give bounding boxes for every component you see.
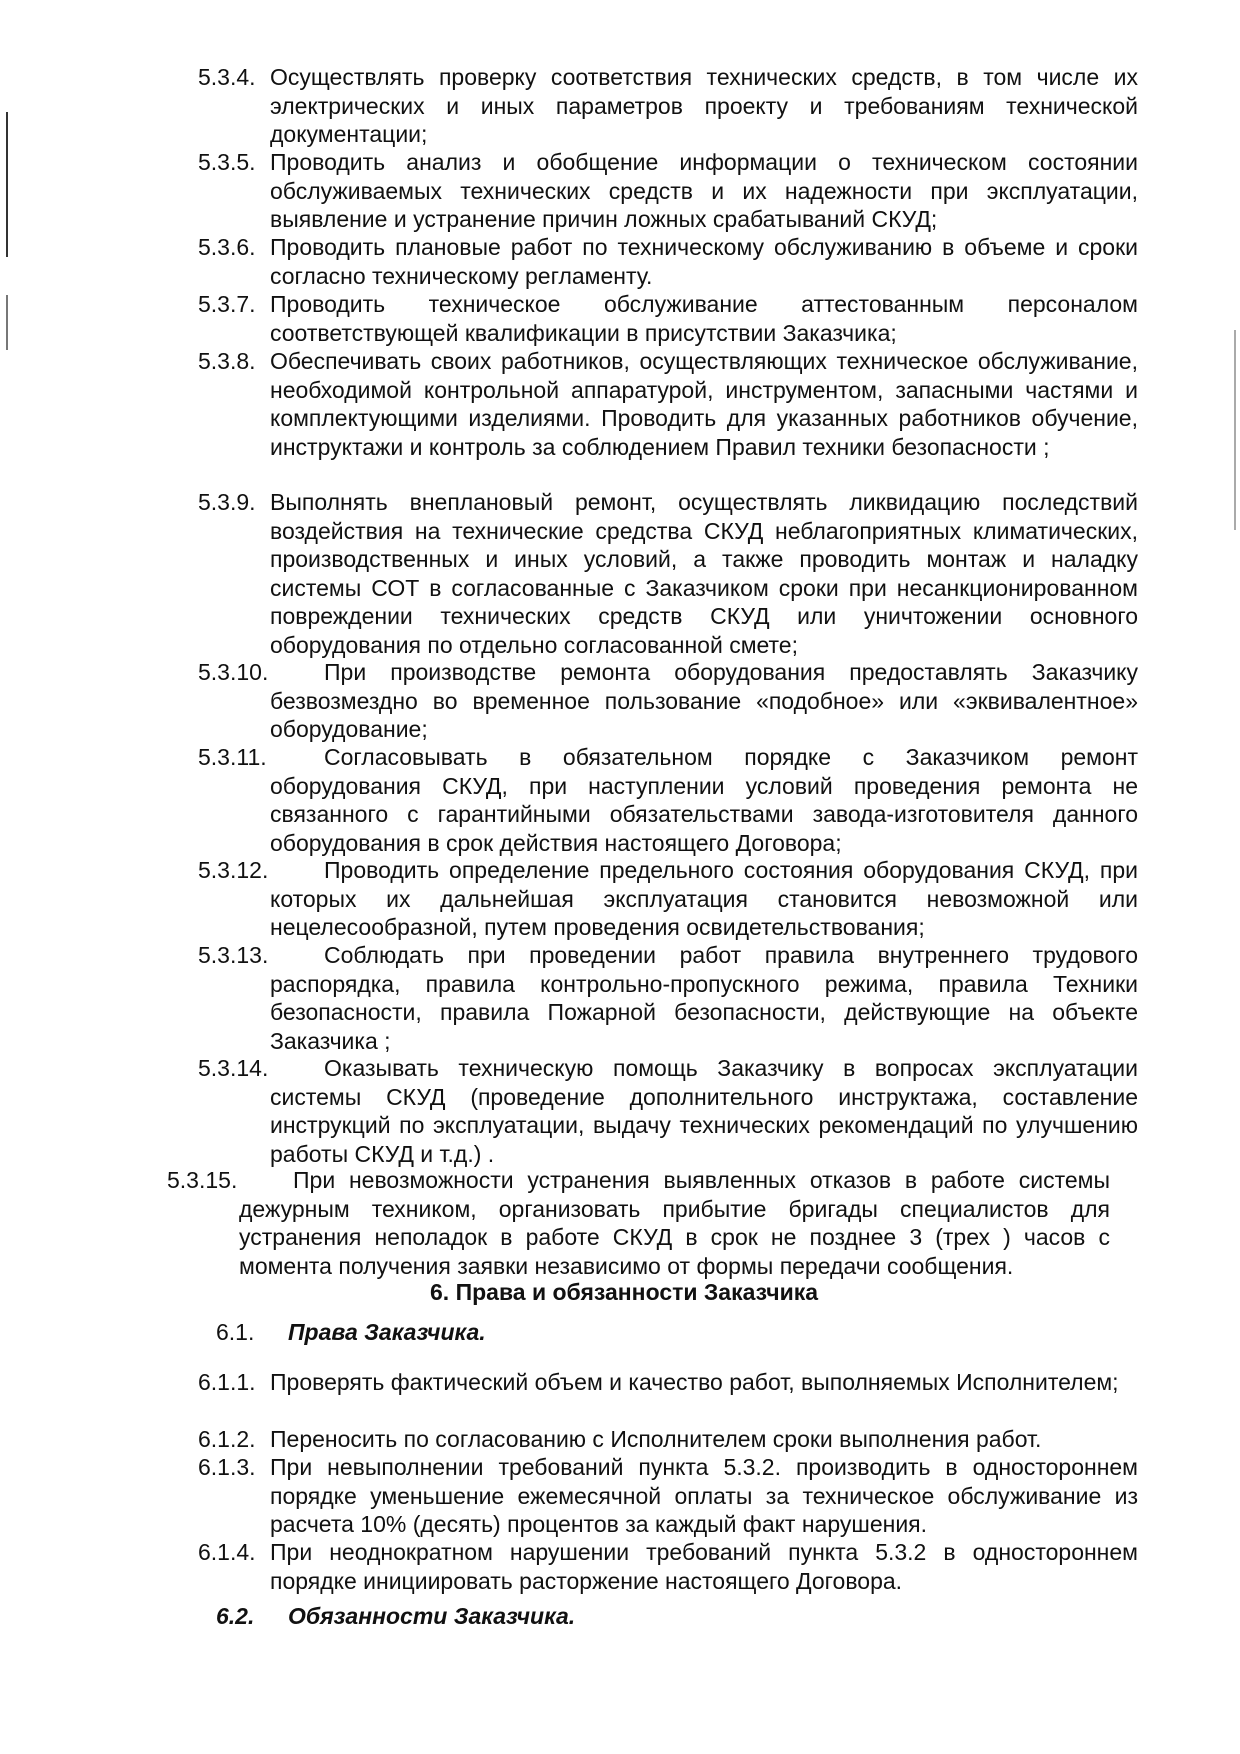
clause-text: Проводить плановые работ по техническому обслуживанию в объеме и сроки согласно техническому регламенту. bbox=[270, 234, 1138, 289]
clause-text: Оказывать техническую помощь Заказчику в вопросах эксплуатации системы СКУД (проведение дополнительного инструктажа, составление инструкций по эксплуатации, выдачу технических рекомендаций по улучшению работы СКУД и т.д.) . bbox=[270, 1055, 1138, 1167]
clause-text: Проводить определение предельного состояния оборудования СКУД, при которых их дальнейшая эксплуатация становится невозможной или нецелесообразной, путем проведения освидетельствования; bbox=[270, 857, 1138, 940]
clause-5-3-13 bbox=[198, 941, 1138, 1055]
clause-number: 6.1.3. bbox=[198, 1454, 256, 1480]
clause-number: 5.3.14. bbox=[198, 1055, 269, 1081]
section-6-heading: 6. Права и обязанности Заказчика bbox=[430, 1279, 819, 1305]
subsection-number: 6.2. bbox=[216, 1603, 255, 1629]
clause-5-3-11 bbox=[198, 743, 1138, 857]
clause-number: 6.1.2. bbox=[198, 1426, 256, 1452]
clause-text: Выполнять внеплановый ремонт, осуществлять ликвидацию последствий воздействия на технические средства СКУД неблагоприятных климатических, производственных и иных условий, а также проводить монтаж и наладку системы СОТ в согласованные с Заказчиком сроки при несанкционированном повреждении технических средств СКУД или уничтожении основного оборудования по отдельно согласованной смете; bbox=[270, 489, 1138, 658]
clause-text: Согласовывать в обязательном порядке с Заказчиком ремонт оборудования СКУД, при наступлении условий проведения ремонта не связанного с гарантийными обязательствами завода-изготовителя данного оборудования в срок действия настоящего Договора; bbox=[270, 744, 1138, 856]
subsection-title: Права Заказчика. bbox=[288, 1319, 486, 1345]
scan-mark-right bbox=[1234, 330, 1236, 530]
clause-5-3-15 bbox=[167, 1166, 1110, 1280]
clause-5-3-4 bbox=[198, 63, 1138, 149]
clause-number: 5.3.5. bbox=[198, 149, 256, 175]
scan-mark-left bbox=[6, 112, 8, 257]
clause-number: 5.3.13. bbox=[198, 942, 269, 968]
clause-5-3-12 bbox=[198, 856, 1138, 942]
clause-text: Проверять фактический объем и качество работ, выполняемых Исполнителем; bbox=[270, 1369, 1119, 1395]
subsection-6-2-heading bbox=[216, 1602, 575, 1631]
clause-5-3-9 bbox=[198, 488, 1138, 659]
clause-5-3-10 bbox=[198, 658, 1138, 744]
clause-5-3-5 bbox=[198, 148, 1138, 234]
clause-text: Соблюдать при проведении работ правила внутреннего трудового распорядка, правила контрольно-пропускного режима, правила Техники безопасности, правила Пожарной безопасности, действующие на объекте Заказчика ; bbox=[270, 942, 1138, 1054]
clause-text: При производстве ремонта оборудования предоставлять Заказчику безвозмездно во временное пользование «подобное» или «эквивалентное» оборудование; bbox=[270, 659, 1138, 742]
clause-number: 5.3.7. bbox=[198, 291, 256, 317]
clause-text: При неоднократном нарушении требований пункта 5.3.2 в одностороннем порядке инициировать расторжение настоящего Договора. bbox=[270, 1539, 1138, 1594]
clause-number: 5.3.10. bbox=[198, 659, 269, 685]
clause-number: 5.3.9. bbox=[198, 489, 256, 515]
clause-text: При невыполнении требований пункта 5.3.2. производить в одностороннем порядке уменьшение ежемесячной оплаты за техническое обслуживание из расчета 10% (десять) процентов за каждый факт нарушения. bbox=[270, 1454, 1138, 1537]
clause-5-3-7 bbox=[198, 290, 1138, 347]
clause-5-3-14 bbox=[198, 1054, 1138, 1168]
clause-number: 5.3.12. bbox=[198, 857, 269, 883]
clause-6-1-2 bbox=[198, 1425, 1138, 1454]
clause-6-1-4 bbox=[198, 1538, 1138, 1595]
clause-text: При невозможности устранения выявленных отказов в работе системы дежурным техником, организовать прибытие бригады специалистов для устранения неполадок в работе СКУД в срок не позднее 3 (трех ) часов с момента получения заявки независимо от формы передачи сообщения. bbox=[239, 1167, 1110, 1279]
clause-text: Проводить анализ и обобщение информации о техническом состоянии обслуживаемых технических средств и их надежности при эксплуатации, выявление и устранение причин ложных срабатываний СКУД; bbox=[270, 149, 1138, 232]
clause-5-3-8 bbox=[198, 347, 1138, 461]
clause-number: 5.3.6. bbox=[198, 234, 256, 260]
clause-6-1-3 bbox=[198, 1453, 1138, 1539]
clause-number: 5.3.8. bbox=[198, 348, 256, 374]
clause-text: Переносить по согласованию с Исполнителем сроки выполнения работ. bbox=[270, 1426, 1042, 1452]
clause-6-1-1 bbox=[198, 1368, 1138, 1397]
clause-text: Осуществлять проверку соответствия технических средств, в том числе их электрических и иных параметров проекту и требованиям технической документации; bbox=[270, 64, 1138, 147]
clause-number: 5.3.15. bbox=[167, 1167, 238, 1193]
clause-text: Проводить техническое обслуживание аттестованным персоналом соответствующей квалификации в присутствии Заказчика; bbox=[270, 291, 1138, 346]
clause-5-3-6 bbox=[198, 233, 1138, 290]
subsection-number: 6.1. bbox=[216, 1319, 255, 1345]
clause-number: 6.1.1. bbox=[198, 1369, 256, 1395]
clause-number: 6.1.4. bbox=[198, 1539, 256, 1565]
clause-number: 5.3.11. bbox=[198, 744, 267, 770]
clause-number: 5.3.4. bbox=[198, 64, 256, 90]
clause-text: Обеспечивать своих работников, осуществляющих техническое обслуживание, необходимой контрольной аппаратурой, инструментом, запасными частями и комплектующими изделиями. Проводить для указанных работников обучение, инструктажи и контроль за соблюдением Правил техники безопасности ; bbox=[270, 348, 1138, 460]
subsection-6-1-heading bbox=[216, 1318, 486, 1347]
subsection-title: Обязанности Заказчика. bbox=[288, 1603, 576, 1629]
scan-mark-left-lower bbox=[6, 295, 8, 350]
